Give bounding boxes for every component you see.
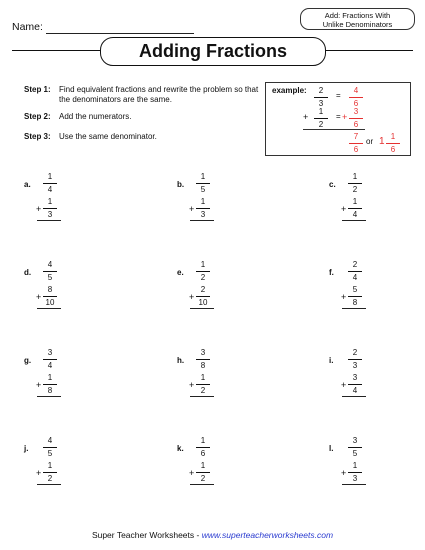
- answer-line[interactable]: [37, 484, 61, 485]
- footer-url[interactable]: www.superteacherworksheets.com: [201, 530, 334, 540]
- example-or: or: [366, 137, 374, 146]
- step-1-text: Find equivalent fractions and rewrite the problem so that the denominators are the same.: [59, 85, 259, 104]
- addend-2: $\frac{1}{3}$: [196, 197, 210, 220]
- example-equals-2: =: [336, 112, 341, 121]
- example-sum: $\frac{7}{6}$: [349, 132, 363, 155]
- plus-sign: +: [189, 204, 195, 214]
- answer-line[interactable]: [37, 220, 61, 221]
- example-equivalent-2: $\frac{3}{6}$: [349, 107, 363, 130]
- example-box: [265, 82, 411, 156]
- problem-label: k.: [177, 444, 184, 453]
- plus-sign: +: [189, 468, 195, 478]
- problem-label: a.: [24, 180, 31, 189]
- example-label: example:: [272, 86, 307, 95]
- step-3-label: Step 3:: [24, 132, 51, 141]
- problem-label: b.: [177, 180, 185, 189]
- addend-2: $\frac{1}{3}$: [348, 461, 362, 484]
- answer-line[interactable]: [190, 308, 214, 309]
- addend-1: $\frac{1}{2}$: [348, 172, 362, 195]
- footer: [0, 530, 425, 540]
- answer-line[interactable]: [342, 308, 366, 309]
- addend-2: $\frac{5}{8}$: [348, 285, 362, 308]
- step-1: [24, 85, 264, 107]
- example-equals-1: =: [336, 91, 341, 100]
- addend-2: $\frac{3}{4}$: [348, 373, 362, 396]
- addend-2: $\frac{1}{2}$: [196, 373, 210, 396]
- addend-1: $\frac{1}{4}$: [43, 172, 57, 195]
- example-whole: 1: [379, 136, 385, 147]
- answer-line[interactable]: [190, 396, 214, 397]
- addend-1: $\frac{1}{6}$: [196, 436, 210, 459]
- example-fraction-2: $\frac{1}{2}$: [314, 107, 328, 130]
- answer-line[interactable]: [190, 220, 214, 221]
- topic-line-1: Add: Fractions With: [324, 11, 391, 20]
- addend-1: $\frac{3}{5}$: [348, 436, 362, 459]
- example-mixed-fraction: $\frac{1}{6}$: [386, 132, 400, 155]
- addend-1: $\frac{1}{2}$: [196, 260, 210, 283]
- addend-1: $\frac{3}{8}$: [196, 348, 210, 371]
- step-2-label: Step 2:: [24, 112, 51, 121]
- name-label: Name:: [12, 21, 43, 33]
- problem-label: g.: [24, 356, 32, 365]
- addend-1: $\frac{2}{4}$: [348, 260, 362, 283]
- plus-sign: +: [36, 204, 42, 214]
- addend-2: $\frac{8}{10}$: [43, 285, 57, 308]
- example-sum-line: [303, 129, 365, 130]
- plus-sign: +: [341, 204, 347, 214]
- problem-label: c.: [329, 180, 336, 189]
- plus-sign: +: [341, 380, 347, 390]
- page-title: Adding Fractions: [100, 37, 326, 66]
- step-3-text: Use the same denominator.: [59, 132, 157, 141]
- example-fraction-1: $\frac{2}{3}$: [314, 86, 328, 109]
- answer-line[interactable]: [342, 396, 366, 397]
- plus-sign: +: [36, 468, 42, 478]
- addend-1: $\frac{2}{3}$: [348, 348, 362, 371]
- answer-line[interactable]: [37, 396, 61, 397]
- name-line[interactable]: [46, 33, 194, 34]
- addend-2: $\frac{1}{2}$: [43, 461, 57, 484]
- addend-2: $\frac{2}{10}$: [196, 285, 210, 308]
- addend-1: $\frac{1}{5}$: [196, 172, 210, 195]
- addend-2: $\frac{1}{3}$: [43, 197, 57, 220]
- problem-label: i.: [329, 356, 334, 365]
- plus-sign: +: [189, 292, 195, 302]
- problem-label: e.: [177, 268, 184, 277]
- answer-line[interactable]: [37, 308, 61, 309]
- problem-label: d.: [24, 268, 32, 277]
- problem-label: j.: [24, 444, 29, 453]
- addend-2: $\frac{1}{8}$: [43, 373, 57, 396]
- footer-brand: Super Teacher Worksheets -: [91, 530, 202, 540]
- problem-label: l.: [329, 444, 334, 453]
- addend-2: $\frac{1}{4}$: [348, 197, 362, 220]
- plus-sign: +: [341, 468, 347, 478]
- example-plus: +: [303, 112, 309, 122]
- addend-2: $\frac{1}{2}$: [196, 461, 210, 484]
- problem-label: h.: [177, 356, 185, 365]
- example-plus-red: +: [342, 112, 348, 122]
- plus-sign: +: [189, 380, 195, 390]
- topic-line-2: Unlike Denominators: [322, 20, 393, 29]
- step-2: [24, 112, 264, 122]
- problem-label: f.: [329, 268, 334, 277]
- addend-1: $\frac{3}{4}$: [43, 348, 57, 371]
- example-equivalent-1: $\frac{4}{6}$: [349, 86, 363, 109]
- plus-sign: +: [36, 292, 42, 302]
- step-1-label: Step 1:: [24, 85, 51, 94]
- answer-line[interactable]: [342, 220, 366, 221]
- answer-line[interactable]: [342, 484, 366, 485]
- plus-sign: +: [36, 380, 42, 390]
- step-2-text: Add the numerators.: [59, 112, 132, 121]
- answer-line[interactable]: [190, 484, 214, 485]
- addend-1: $\frac{4}{5}$: [43, 436, 57, 459]
- addend-1: $\frac{4}{5}$: [43, 260, 57, 283]
- topic-badge: [300, 8, 415, 30]
- plus-sign: +: [341, 292, 347, 302]
- step-3: [24, 132, 264, 142]
